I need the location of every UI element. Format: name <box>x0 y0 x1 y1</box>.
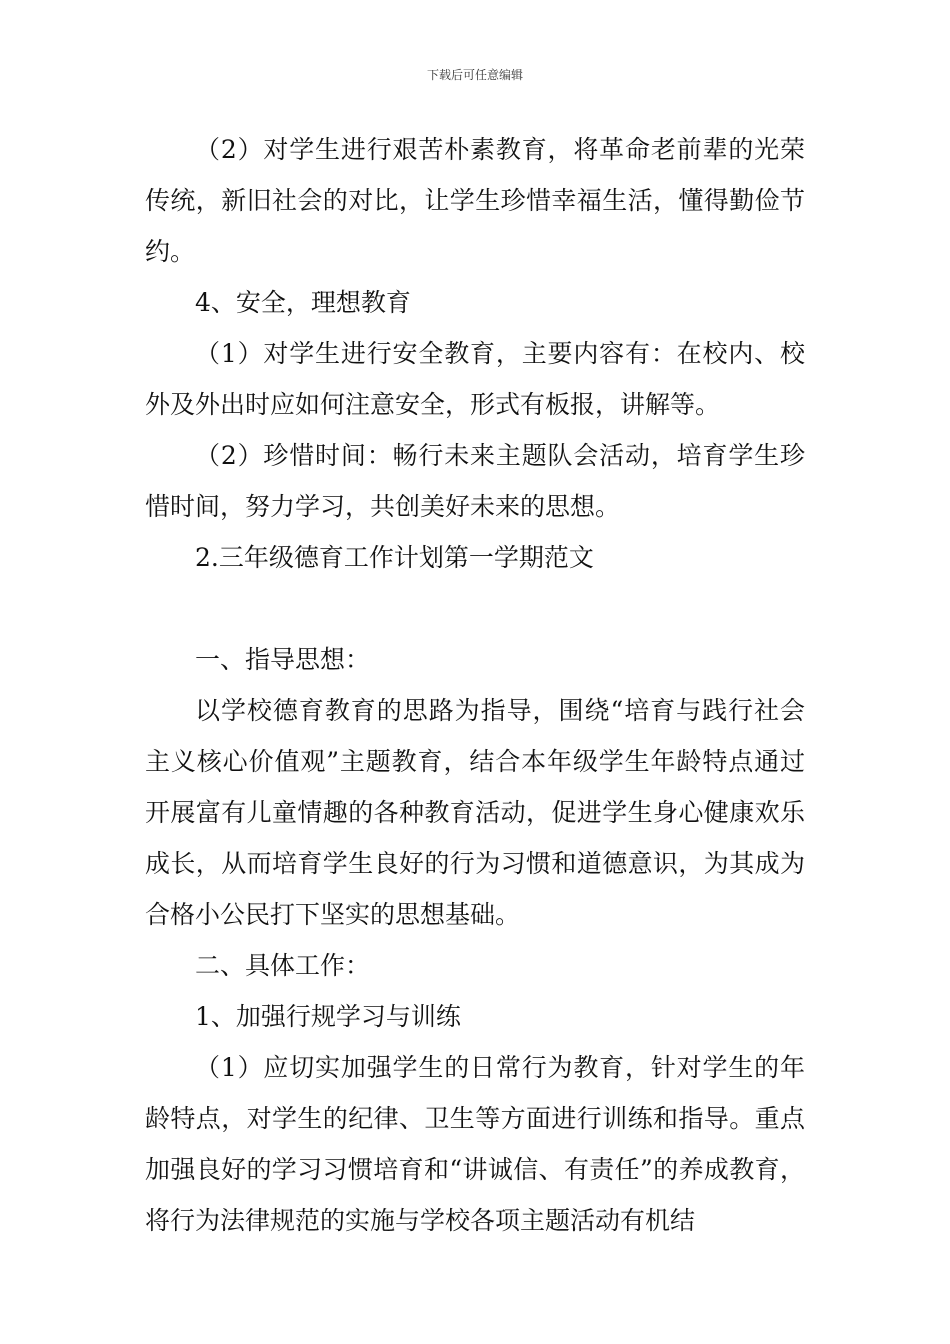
paragraph-guiding-ideology: 以学校德育教育的思路为指导，围绕“培育与践行社会主义核心价值观”主题教育，结合本年级学生年龄特点通过开展富有儿童情趣的各种教育活动，促进学生身心健康欢乐成长，从而培育学生良好的行为习惯和道德意识，为其成为合格小公民打下坚实的思想基础。 <box>145 696 805 929</box>
blank-line <box>145 583 805 634</box>
page-header: 下载后可任意编辑 <box>426 68 523 82</box>
paragraph-cherish-time: （2）珍惜时间：畅行未来主题队会活动，培育学生珍惜时间，努力学习，共创美好未来的思想。 <box>145 441 805 521</box>
paragraph-daily-behavior: （1）应切实加强学生的日常行为教育，针对学生的年龄特点，对学生的纪律、卫生等方面进行训练和指导。重点加强良好的学习习惯培育和“讲诚信、有责任”的养成教育，将行为法律规范的实施与学校各项主题活动有机结 <box>145 1053 805 1235</box>
section-title-moral-plan: 2.三年级德育工作计划第一学期范文 <box>195 543 594 572</box>
document-body <box>145 124 805 1246</box>
heading-behavior-training: 1、加强行规学习与训练 <box>195 1002 461 1031</box>
heading-safety-ideal-education: 4、安全，理想教育 <box>195 288 411 317</box>
paragraph-safety-education: （1）对学生进行安全教育，主要内容有：在校内、校外及外出时应如何注意安全，形式有板报，讲解等。 <box>145 339 805 419</box>
heading-specific-work: 二、具体工作： <box>195 951 371 980</box>
heading-guiding-ideology: 一、指导思想： <box>195 645 371 674</box>
paragraph-frugality-education: （2）对学生进行艰苦朴素教育，将革命老前辈的光荣传统，新旧社会的对比，让学生珍惜幸福生活，懂得勤俭节约。 <box>145 135 805 266</box>
